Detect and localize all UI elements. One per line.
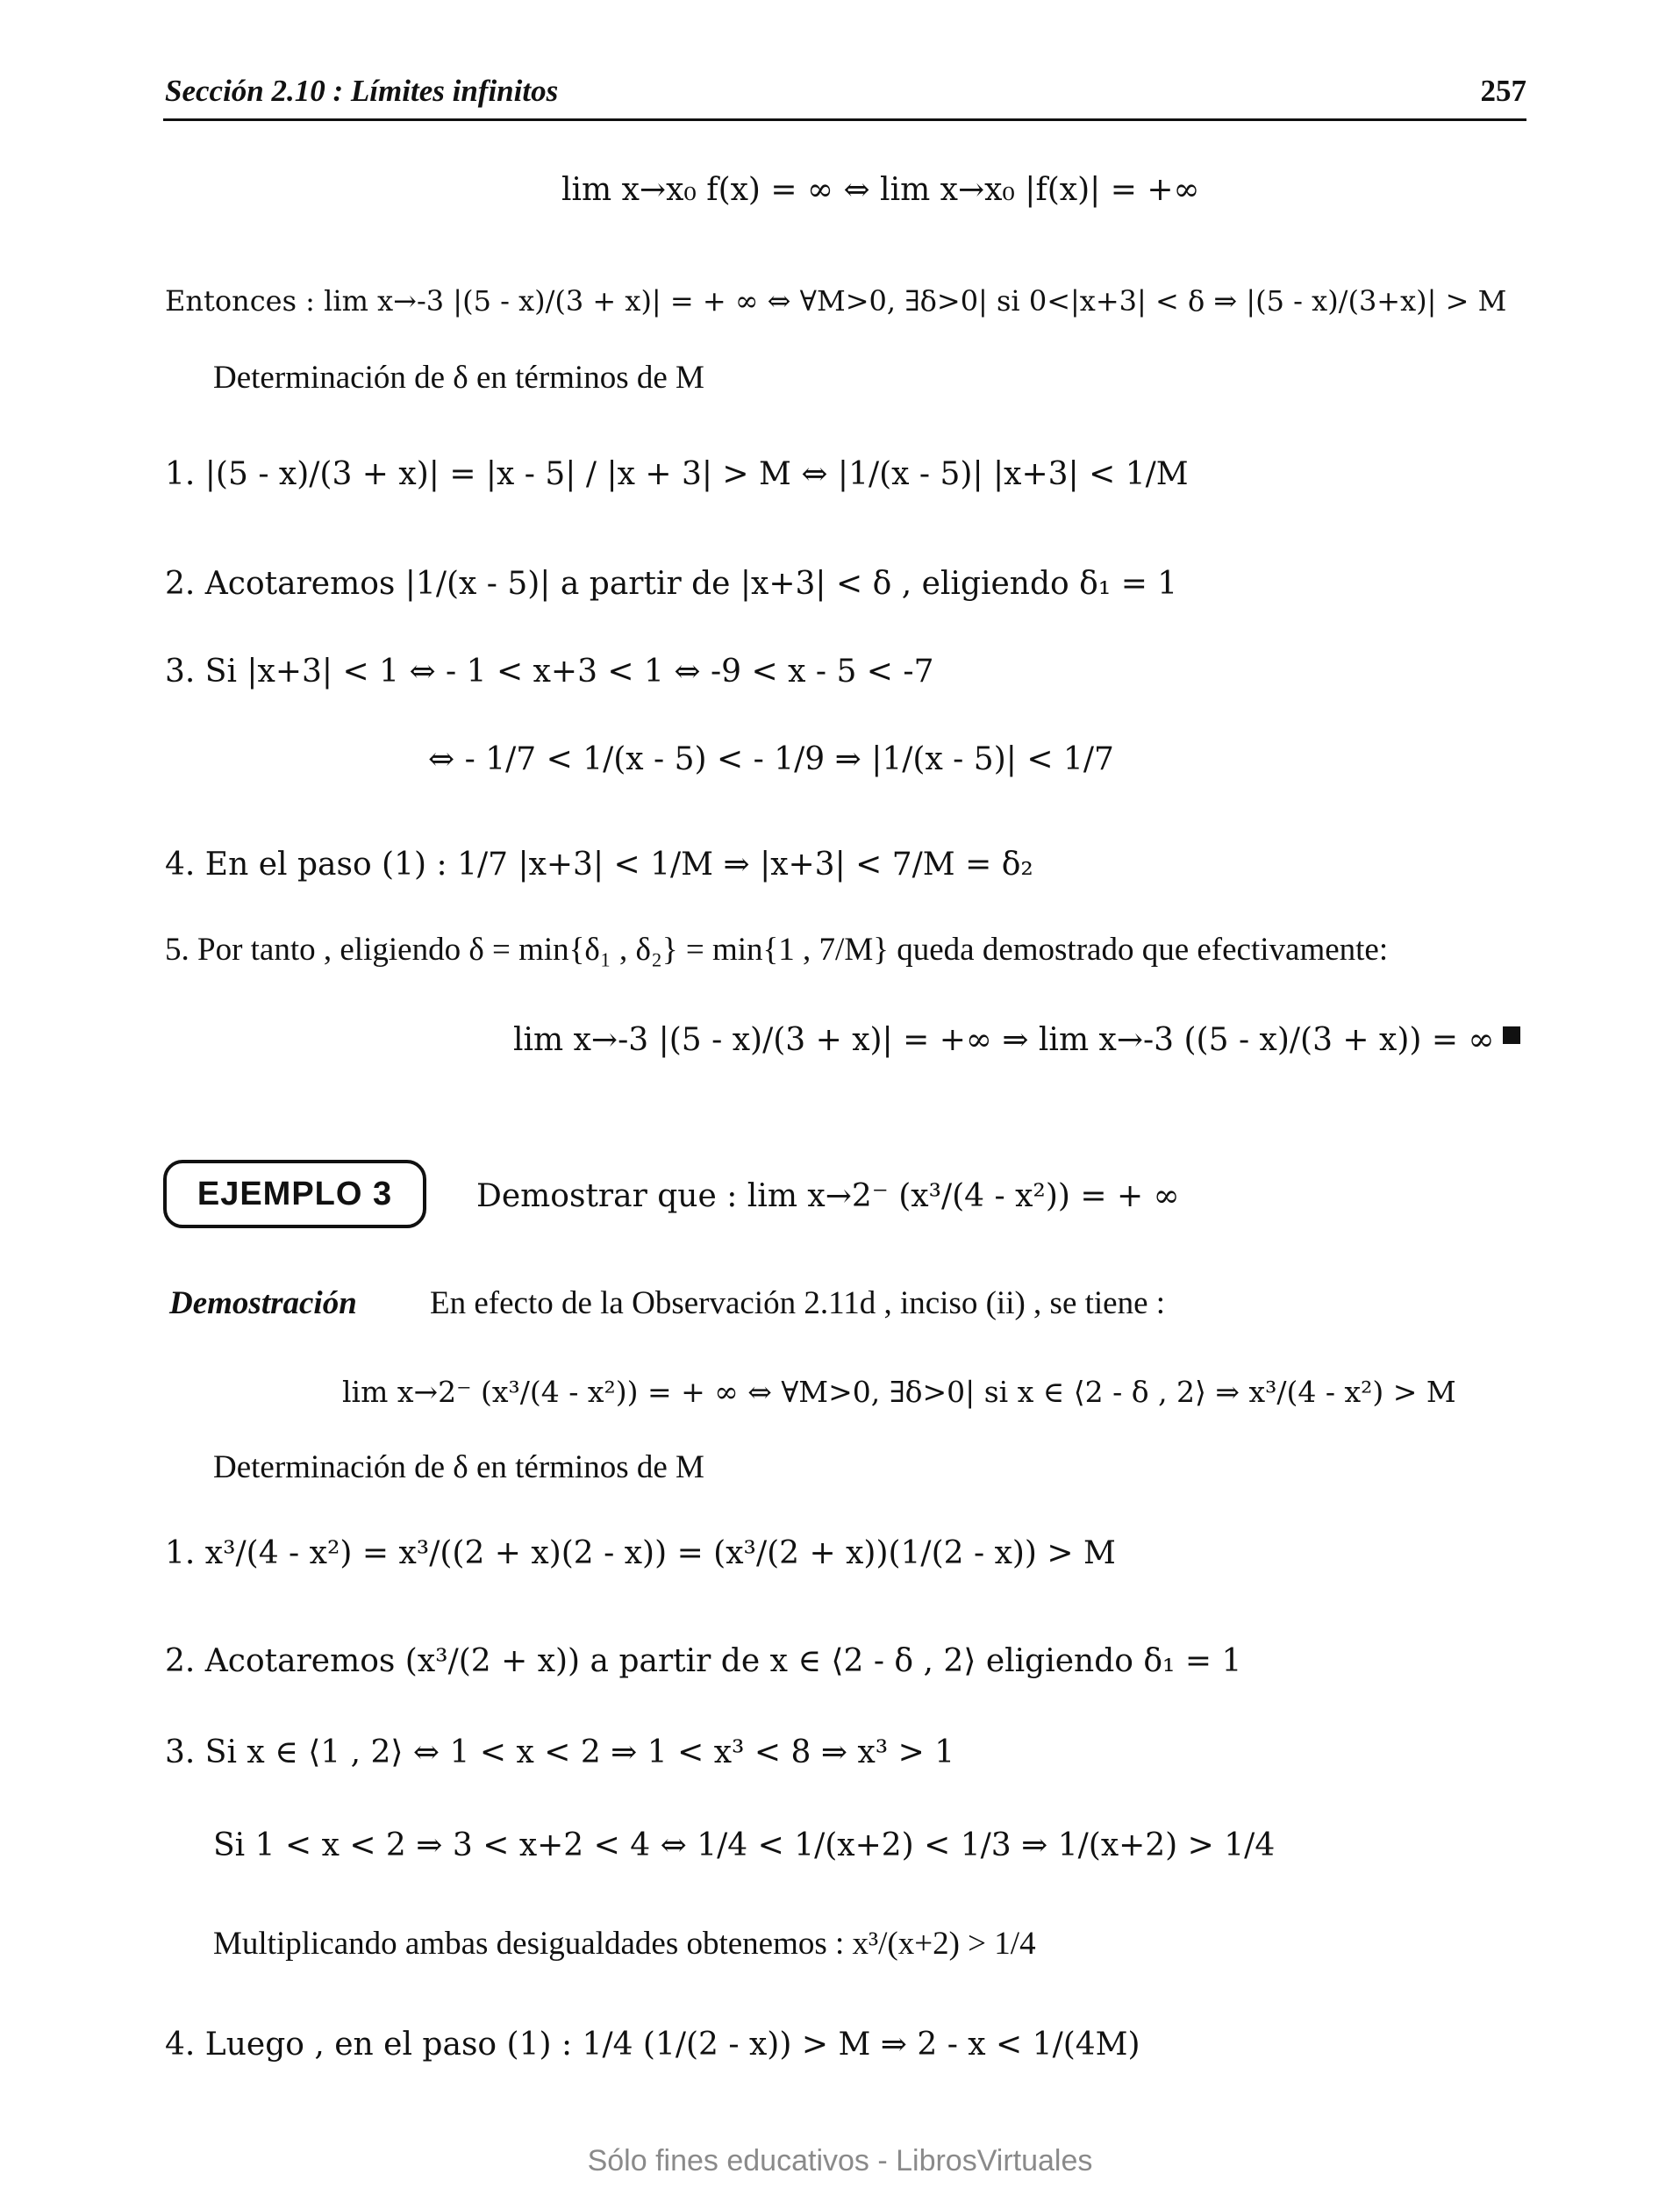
running-header-title: Sección 2.10 : Límites infinitos — [165, 74, 559, 108]
proof-intro-text: En efecto de la Observación 2.11d , inciso (ii) , se tiene : — [430, 1285, 1166, 1321]
header-rule — [163, 118, 1526, 121]
multiplying-inequalities-line: Multiplicando ambas desigualdades obtenemos : x³/(x+2) > 1/4 — [213, 1926, 1036, 1962]
step-1-first-example: 1. |(5 - x)/(3 + x)| = |x - 5| / |x + 3| > M ⇔ |1/(x - 5)| |x+3| < 1/M — [165, 456, 1189, 492]
step-3-continuation-example-3: Si 1 < x < 2 ⇒ 3 < x+2 < 4 ⇔ 1/4 < 1/(x+2) < 1/3 ⇒ 1/(x+2) > 1/4 — [213, 1827, 1276, 1863]
step-5-first-example: 5. Por tanto , eligiendo δ = min{δ₁ , δ₂} = min{1 , 7/M} queda demostrado que efectivamente: — [165, 932, 1389, 968]
qed-square-icon — [1503, 1026, 1520, 1044]
section-heading-delta-in-terms-of-m-2: Determinación de δ en términos de M — [213, 1449, 704, 1485]
equation-limit-definition-example-3: lim x→2⁻ (x³/(4 - x²)) = + ∞ ⇔ ∀M>0, ∃δ>0| si x ∈ ⟨2 - δ , 2⟩ ⇒ x³/(4 - x²) > M — [342, 1375, 1456, 1409]
proof-label: Demostración — [169, 1285, 357, 1321]
step-4-first-example: 4. En el paso (1) : 1/7 |x+3| < 1/M ⇒ |x+3| < 7/M = δ₂ — [165, 847, 1033, 883]
example-3-statement: Demostrar que : lim x→2⁻ (x³/(4 - x²)) = + ∞ — [476, 1178, 1180, 1214]
section-heading-delta-in-terms-of-m: Determinación de δ en términos de M — [213, 360, 704, 396]
example-3-badge: EJEMPLO 3 — [163, 1160, 426, 1228]
step-3-first-example: 3. Si |x+3| < 1 ⇔ - 1 < x+3 < 1 ⇔ -9 < x - 5 < -7 — [165, 654, 934, 690]
page-number: 257 — [1480, 74, 1526, 108]
watermark-footer: Sólo fines educativos - LibrosVirtuales — [587, 2144, 1093, 2177]
step-3-example-3: 3. Si x ∈ ⟨1 , 2⟩ ⇔ 1 < x < 2 ⇒ 1 < x³ < 8 ⇒ x³ > 1 — [165, 1734, 955, 1770]
step-4-example-3: 4. Luego , en el paso (1) : 1/4 (1/(2 - x)) > M ⇒ 2 - x < 1/(4M) — [165, 2027, 1140, 2063]
step-2-example-3: 2. Acotaremos (x³/(2 + x)) a partir de x ∈ ⟨2 - δ , 2⟩ eligiendo δ₁ = 1 — [165, 1643, 1242, 1679]
conclusion-equation-first-example: lim x→-3 |(5 - x)/(3 + x)| = +∞ ⇒ lim x→-3 ((5 - x)/(3 + x)) = ∞ — [513, 1022, 1495, 1058]
step-2-first-example: 2. Acotaremos |1/(x - 5)| a partir de |x+3| < δ , eligiendo δ₁ = 1 — [165, 566, 1178, 602]
step-1-example-3: 1. x³/(4 - x²) = x³/((2 + x)(2 - x)) = (x³/(2 + x))(1/(2 - x)) > M — [165, 1535, 1116, 1571]
step-3-continuation: ⇔ - 1/7 < 1/(x - 5) < - 1/9 ⇒ |1/(x - 5)| < 1/7 — [428, 741, 1114, 777]
equation-limit-abs-equivalence: lim x→x₀ f(x) = ∞ ⇔ lim x→x₀ |f(x)| = +∞ — [561, 172, 1200, 208]
equation-entonces-definition: Entonces : lim x→-3 |(5 - x)/(3 + x)| = + ∞ ⇔ ∀M>0, ∃δ>0| si 0<|x+3| < δ ⇒ |(5 - x)/(3+x)| > M — [165, 284, 1507, 318]
